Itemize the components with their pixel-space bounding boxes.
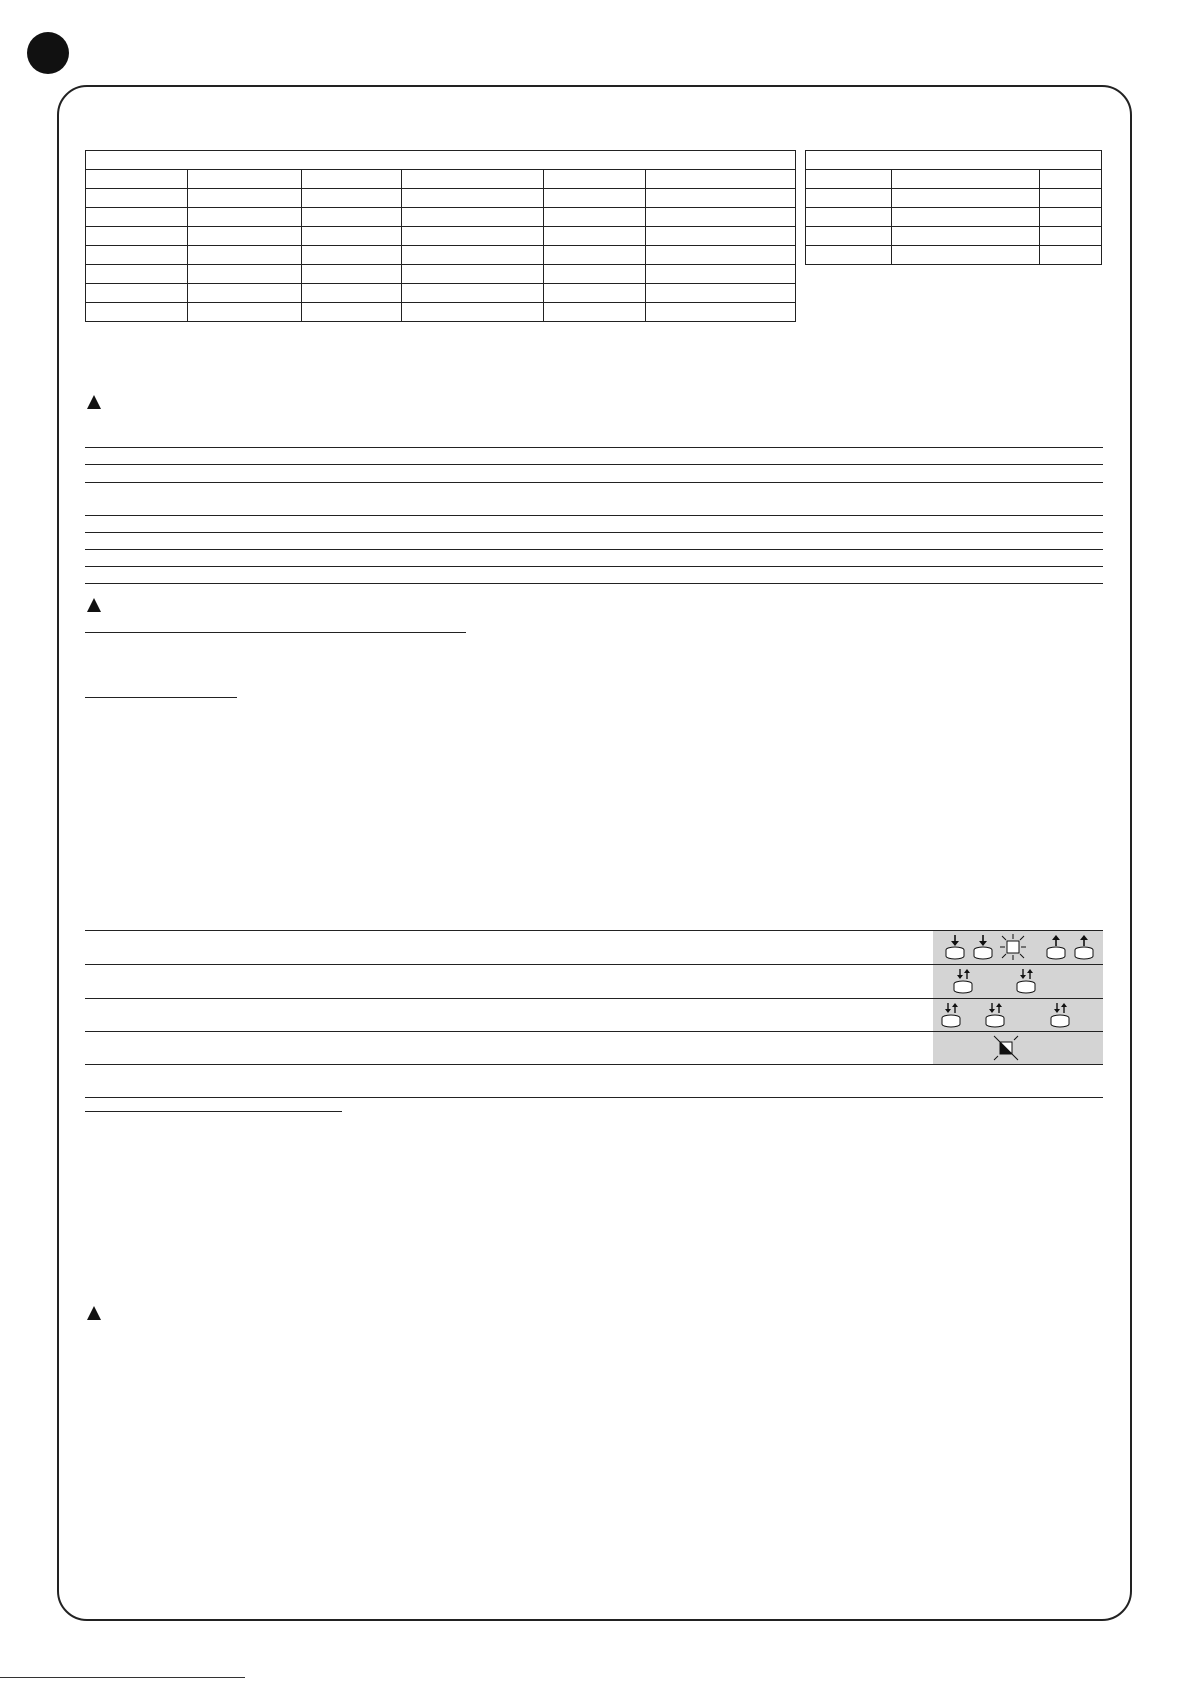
- table-row: [86, 265, 796, 284]
- warning-triangle-icon: [87, 395, 101, 409]
- right-data-table: [805, 150, 1102, 265]
- led-off-icon: [994, 1036, 1018, 1060]
- divider: [85, 464, 1103, 465]
- section-heading-underline: [85, 1111, 342, 1112]
- button-toggle-icon: [1017, 969, 1035, 993]
- divider: [85, 532, 1103, 533]
- table-row: [806, 227, 1102, 246]
- table-row: [86, 246, 796, 265]
- button-toggle-icon: [942, 1003, 960, 1027]
- button-toggle-icon: [954, 969, 972, 993]
- divider: [85, 515, 1103, 516]
- signal-panel-row-1: [933, 931, 1103, 964]
- table-row: [86, 189, 796, 208]
- table-row: [806, 208, 1102, 227]
- button-toggle-icon: [1051, 1003, 1069, 1027]
- signal-panel-row-4: [933, 1032, 1103, 1064]
- section-marker-dot: [27, 32, 69, 74]
- signal-panel-row-2: [933, 965, 1103, 998]
- divider: [85, 1097, 1103, 1098]
- section-heading-underline: [85, 697, 237, 698]
- section-heading-underline: [85, 632, 466, 633]
- divider: [85, 549, 1103, 550]
- divider: [85, 566, 1103, 567]
- button-toggle-icon: [986, 1003, 1004, 1027]
- table-row: [86, 227, 796, 246]
- table-row: [86, 170, 796, 189]
- warning-triangle-icon: [87, 598, 101, 612]
- divider: [85, 447, 1103, 448]
- table-row: [806, 170, 1102, 189]
- table-row: [86, 151, 796, 170]
- divider: [85, 1064, 1103, 1065]
- flash-light-icon: [1000, 934, 1026, 960]
- button-release-icon: [1075, 935, 1093, 959]
- table-row: [86, 303, 796, 322]
- button-press-icon: [946, 935, 964, 959]
- divider: [85, 482, 1103, 483]
- table-row: [806, 246, 1102, 265]
- table-row: [806, 151, 1102, 170]
- table-row: [86, 208, 796, 227]
- warning-triangle-icon: [87, 1306, 101, 1320]
- footer-imprint: [284, 1678, 544, 1683]
- signal-panel-row-3: [933, 999, 1103, 1031]
- button-press-icon: [974, 935, 992, 959]
- button-release-icon: [1047, 935, 1065, 959]
- table-row: [806, 189, 1102, 208]
- footer-rule: [0, 1677, 245, 1678]
- divider: [85, 583, 1103, 584]
- table-row: [86, 284, 796, 303]
- left-data-table: [85, 150, 796, 322]
